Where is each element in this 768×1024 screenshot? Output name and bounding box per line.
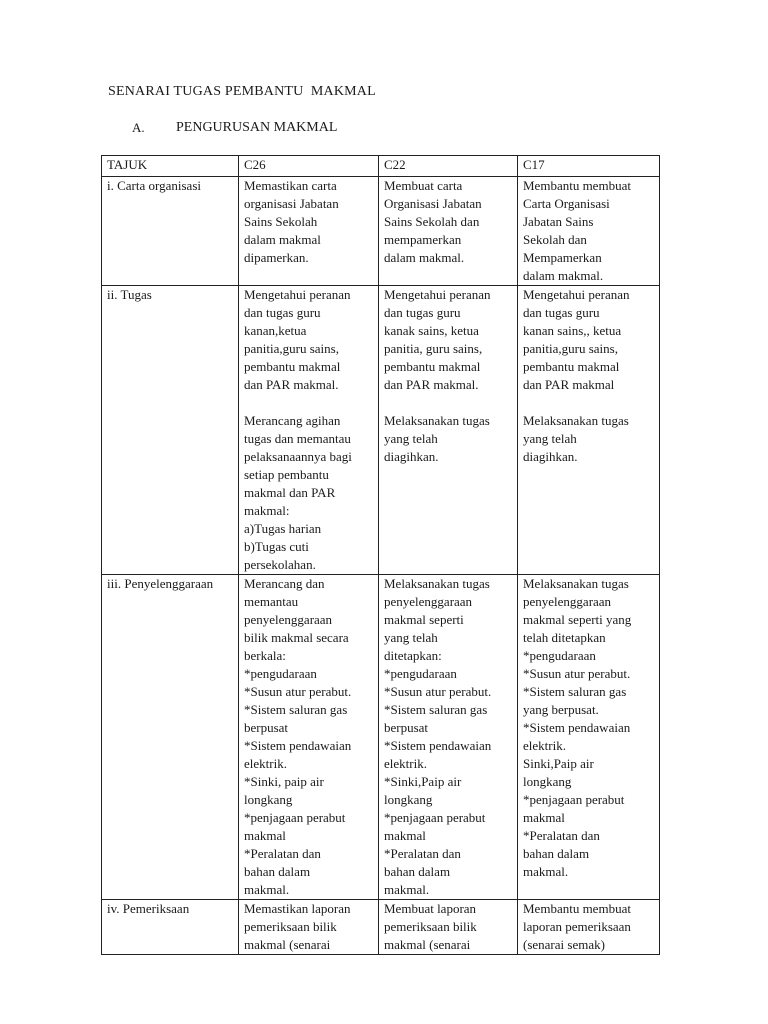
cell-line: panitia,guru sains, (244, 341, 339, 356)
cell-line: yang telah (384, 431, 438, 446)
cell-line: elektrik. (523, 738, 566, 753)
header-c26: C26 (239, 156, 379, 177)
cell-paragraph (384, 286, 514, 394)
cell-line: bilik makmal secara (244, 630, 349, 645)
cell-line: kanan,ketua (244, 323, 307, 338)
cell-line: Mempamerkan (523, 250, 602, 265)
cell-c17 (518, 177, 660, 286)
cell-line: Membuat carta (384, 178, 463, 193)
cell-line: dan PAR makmal. (244, 377, 339, 392)
cell-line: Carta Organisasi (523, 196, 610, 211)
cell-line: Sains Sekolah dan (384, 214, 480, 229)
cell-line: *Sistem pendawaian (384, 738, 492, 753)
cell-c17 (518, 900, 660, 955)
cell-line: Melaksanakan tugas (523, 576, 629, 591)
cell-line: Sekolah dan (523, 232, 587, 247)
cell-line: Mengetahui peranan (523, 287, 630, 302)
header-tajuk: TAJUK (102, 156, 239, 177)
document-title: SENARAI TUGAS PEMBANTU MAKMAL (108, 84, 376, 99)
cell-line: dan tugas guru (244, 305, 321, 320)
cell-tajuk: i. Carta organisasi (102, 177, 239, 286)
cell-line: Melaksanakan tugas (384, 576, 490, 591)
cell-c22 (379, 177, 518, 286)
cell-line: makmal. (384, 882, 430, 897)
task-table (101, 155, 660, 955)
cell-line: Sinki,Paip air (523, 756, 594, 771)
cell-line: pemeriksaan bilik (244, 919, 337, 934)
cell-tajuk: iii. Penyelenggaraan (102, 575, 239, 900)
table-row (102, 575, 660, 900)
cell-line: makmal (senarai (384, 937, 471, 952)
cell-paragraph (384, 900, 514, 954)
cell-paragraph (244, 412, 375, 574)
cell-line: diagihkan. (384, 449, 439, 464)
header-c22: C22 (379, 156, 518, 177)
table-header-row (102, 156, 660, 177)
cell-line: makmal (244, 828, 286, 843)
cell-paragraph (523, 286, 656, 394)
cell-line: dan tugas guru (523, 305, 600, 320)
cell-paragraph (244, 900, 375, 954)
table-body (102, 177, 660, 955)
cell-line: *Sistem saluran gas (523, 684, 627, 699)
cell-line: penyelenggaraan (384, 594, 473, 609)
cell-line: memantau (244, 594, 299, 609)
section-title: PENGURUSAN MAKMAL (176, 120, 338, 135)
cell-line: makmal (523, 810, 565, 825)
cell-line: Memastikan carta (244, 178, 337, 193)
cell-line: b)Tugas cuti (244, 539, 309, 554)
cell-line: pembantu makmal (384, 359, 481, 374)
cell-line: dalam makmal. (523, 268, 604, 283)
cell-line: *Sistem saluran gas (244, 702, 348, 717)
cell-paragraph (244, 575, 375, 899)
cell-line: Merancang agihan (244, 413, 341, 428)
cell-line: Organisasi Jabatan (384, 196, 482, 211)
cell-c26 (239, 900, 379, 955)
cell-line: makmal. (244, 882, 290, 897)
cell-paragraph (523, 412, 656, 466)
cell-tajuk: iv. Pemeriksaan (102, 900, 239, 955)
cell-line: makmal dan PAR (244, 485, 336, 500)
cell-line: organisasi Jabatan (244, 196, 339, 211)
cell-paragraph (523, 575, 656, 881)
table-row (102, 900, 660, 955)
cell-c17 (518, 575, 660, 900)
table-row (102, 286, 660, 575)
cell-line: *Sinki,Paip air (384, 774, 462, 789)
cell-line: persekolahan. (244, 557, 316, 572)
cell-line: makmal. (523, 864, 569, 879)
cell-paragraph (384, 575, 514, 899)
cell-c26 (239, 286, 379, 575)
cell-line: Melaksanakan tugas (523, 413, 629, 428)
cell-line: *pengudaraan (384, 666, 457, 681)
cell-c22 (379, 900, 518, 955)
cell-line: setiap pembantu (244, 467, 329, 482)
table-row (102, 177, 660, 286)
cell-line: *Sistem pendawaian (523, 720, 631, 735)
cell-line: Membuat laporan (384, 901, 477, 916)
cell-line: Jabatan Sains (523, 214, 594, 229)
header-c17: C17 (518, 156, 660, 177)
cell-paragraph (384, 412, 514, 466)
cell-line: tugas dan memantau (244, 431, 351, 446)
section-letter: A. (132, 120, 145, 135)
cell-line: penyelenggaraan (523, 594, 612, 609)
section-heading (132, 120, 337, 136)
cell-line: bahan dalam (384, 864, 451, 879)
cell-line: *Sistem saluran gas (384, 702, 488, 717)
cell-line: Mengetahui peranan (384, 287, 491, 302)
cell-line: makmal (384, 828, 426, 843)
cell-line: ditetapkan: (384, 648, 442, 663)
cell-line: bahan dalam (523, 846, 590, 861)
cell-line: *penjagaan perabut (244, 810, 346, 825)
cell-line: dalam makmal (244, 232, 321, 247)
cell-line: mempamerkan (384, 232, 462, 247)
cell-paragraph (244, 177, 375, 267)
cell-c26 (239, 575, 379, 900)
cell-line: telah ditetapkan (523, 630, 606, 645)
cell-line: elektrik. (244, 756, 287, 771)
cell-line: berpusat (244, 720, 289, 735)
cell-line: *penjagaan perabut (523, 792, 625, 807)
cell-line: Memastikan laporan (244, 901, 351, 916)
cell-line: *pengudaraan (244, 666, 317, 681)
cell-line: dan tugas guru (384, 305, 461, 320)
cell-line: *Peralatan dan (523, 828, 600, 843)
cell-tajuk: ii. Tugas (102, 286, 239, 575)
cell-line: makmal seperti (384, 612, 464, 627)
cell-line: *Sistem pendawaian (244, 738, 352, 753)
cell-line: *pengudaraan (523, 648, 596, 663)
cell-line: penyelenggaraan (244, 612, 333, 627)
cell-line: panitia, guru sains, (384, 341, 483, 356)
cell-paragraph (384, 177, 514, 267)
cell-c17 (518, 286, 660, 575)
cell-line: (senarai semak) (523, 937, 605, 952)
cell-line: kanan sains,, ketua (523, 323, 622, 338)
cell-line: longkang (384, 792, 433, 807)
cell-line: *Susun atur perabut. (244, 684, 352, 699)
cell-line: makmal: (244, 503, 290, 518)
cell-line: longkang (523, 774, 572, 789)
cell-line: dan PAR makmal. (384, 377, 479, 392)
cell-line: yang berpusat. (523, 702, 599, 717)
cell-line: berpusat (384, 720, 429, 735)
cell-line: a)Tugas harian (244, 521, 322, 536)
cell-line: *Peralatan dan (384, 846, 461, 861)
cell-line: pemeriksaan bilik (384, 919, 477, 934)
cell-line: Melaksanakan tugas (384, 413, 490, 428)
cell-line: Sains Sekolah (244, 214, 318, 229)
cell-line: elektrik. (384, 756, 427, 771)
cell-c26 (239, 177, 379, 286)
cell-line: *Sinki, paip air (244, 774, 324, 789)
cell-line: makmal (senarai (244, 937, 331, 952)
cell-line: Merancang dan (244, 576, 325, 591)
cell-paragraph (244, 286, 375, 394)
cell-line: yang telah (384, 630, 438, 645)
cell-paragraph (523, 177, 656, 285)
cell-c22 (379, 286, 518, 575)
cell-line: dan PAR makmal (523, 377, 615, 392)
cell-paragraph (523, 900, 656, 954)
cell-line: kanak sains, ketua (384, 323, 479, 338)
cell-line: *Susun atur perabut. (523, 666, 631, 681)
cell-line: pelaksanaannya bagi (244, 449, 352, 464)
cell-line: Mengetahui peranan (244, 287, 351, 302)
cell-line: dipamerkan. (244, 250, 309, 265)
cell-line: diagihkan. (523, 449, 578, 464)
cell-line: Membantu membuat (523, 901, 631, 916)
cell-line: panitia,guru sains, (523, 341, 618, 356)
cell-line: berkala: (244, 648, 286, 663)
cell-c22 (379, 575, 518, 900)
cell-line: pembantu makmal (244, 359, 341, 374)
cell-line: pembantu makmal (523, 359, 620, 374)
cell-line: dalam makmal. (384, 250, 465, 265)
cell-line: yang telah (523, 431, 577, 446)
cell-line: *Peralatan dan (244, 846, 321, 861)
cell-line: laporan pemeriksaan (523, 919, 631, 934)
cell-line: makmal seperti yang (523, 612, 632, 627)
cell-line: Membantu membuat (523, 178, 631, 193)
cell-line: *Susun atur perabut. (384, 684, 492, 699)
cell-line: *penjagaan perabut (384, 810, 486, 825)
cell-line: longkang (244, 792, 293, 807)
cell-line: bahan dalam (244, 864, 311, 879)
